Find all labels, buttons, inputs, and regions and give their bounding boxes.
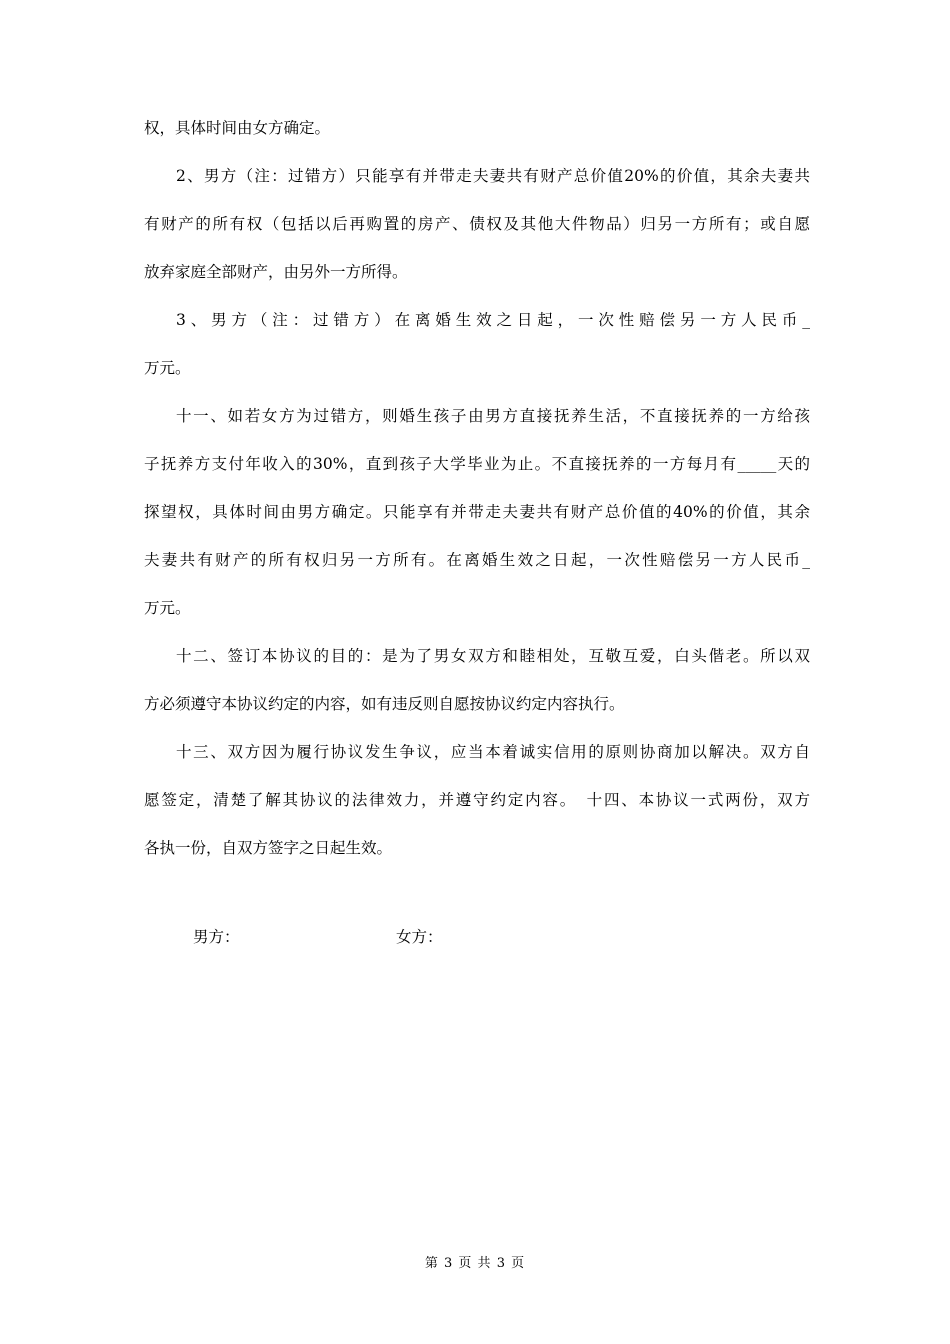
page-footer: 第 3 页 共 3 页 — [424, 1256, 526, 1271]
paragraph-line: 十一、如若女方为过错方，则婚生孩子由男方直接抚养生活，不直接抚养的一方给孩 — [176, 407, 810, 425]
paragraph-line: 万元。 — [144, 359, 191, 377]
paragraph-line: 各执一份，自双方签字之日起生效。 — [144, 839, 393, 857]
paragraph-line: 万元。 — [144, 599, 191, 617]
paragraph-line: 3、男方（注：过错方）在离婚生效之日起，一次性赔偿另一方人民币_ — [176, 311, 810, 329]
paragraph-line: 十三、双方因为履行协议发生争议，应当本着诚实信用的原则协商加以解决。双方自 — [176, 743, 810, 761]
paragraph-line: 探望权，具体时间由男方确定。只能享有并带走夫妻共有财产总价值的40%的价值，其余 — [144, 503, 810, 521]
paragraph-line: 方必须遵守本协议约定的内容，如有违反则自愿按协议约定内容执行。 — [144, 695, 625, 713]
paragraph-line: 放弃家庭全部财产，由另外一方所得。 — [144, 263, 408, 281]
paragraph-line: 十二、签订本协议的目的：是为了男女双方和睦相处，互敬互爱，白头偕老。所以双 — [176, 647, 810, 665]
paragraph-line: 夫妻共有财产的所有权归另一方所有。在离婚生效之日起，一次性赔偿另一方人民币_ — [144, 551, 810, 569]
paragraph-line: 有财产的所有权（包括以后再购置的房产、债权及其他大件物品）归另一方所有；或自愿 — [144, 215, 810, 233]
male-signature-label: 男方： — [193, 928, 240, 946]
paragraph-line: 子抚养方支付年收入的30%，直到孩子大学毕业为止。不直接抚养的一方每月有_____天的 — [144, 455, 810, 473]
female-signature-label: 女方： — [396, 928, 443, 946]
paragraph-line: 愿签定，清楚了解其协议的法律效力，并遵守约定内容。 十四、本协议一式两份，双方 — [144, 791, 810, 809]
paragraph-line: 权，具体时间由女方确定。 — [144, 119, 331, 137]
paragraph-line: 2、男方（注：过错方）只能享有并带走夫妻共有财产总价值20%的价值，其余夫妻共 — [176, 167, 810, 185]
